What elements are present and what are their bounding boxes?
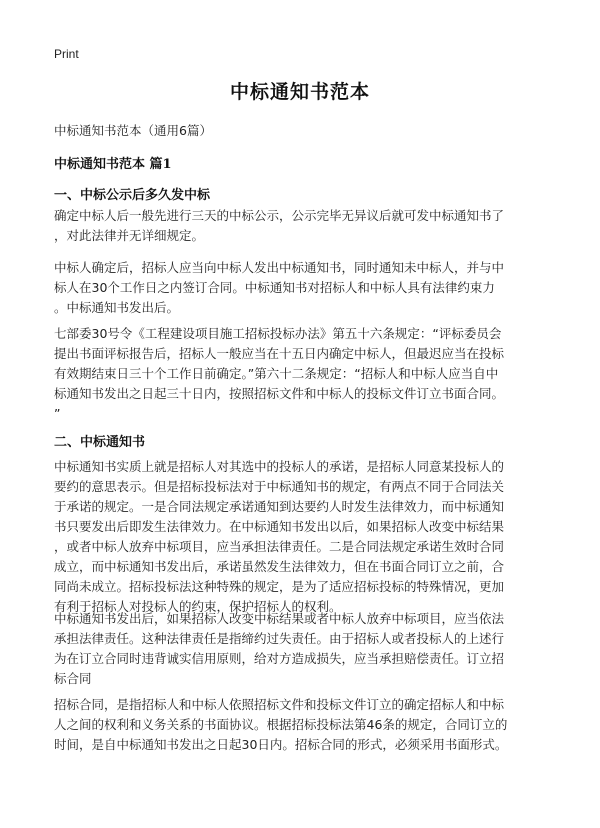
text-line: 七部委30号令《工程建设项目施工招标投标办法》第五十六条规定：“评标委员会: [54, 326, 502, 341]
section2-heading: 二、中标通知书: [54, 435, 146, 450]
text-line: ，或者中标人放弃中标项目，应当承担法律责任。二是合同法规定承诺生效时合同: [54, 539, 505, 554]
text-line: 提出书面评标报告后，招标人一般应当在十五日内确定中标人，但最迟应当在投标: [54, 346, 505, 361]
text-line: 为在订立合同时违背诚实信用原则，给对方造成损失，应当承担赔偿责任。订立招: [54, 651, 505, 666]
text-line: 确定中标人后一般先进行三天的中标公示，公示完毕无异议后就可发中标通知书了: [54, 208, 505, 223]
text-line: 要约的意思表示。但是招标投标法对于中标通知书的规定，有两点不同于合同法关: [54, 479, 505, 494]
text-line: 中标通知书实质上就是招标人对其选中的投标人的承诺，是招标人同意某投标人的: [54, 459, 505, 474]
paragraph: [54, 324, 554, 424]
text-line: 有利于招标人对投标人的约束，保护招标人的权利。: [54, 599, 342, 614]
text-line: 中标通知书发出后，如果招标人改变中标结果或者中标人放弃中标项目，应当依法: [54, 611, 505, 626]
text-line: 。中标通知书发出后。: [54, 300, 180, 315]
text-line: ”: [54, 406, 61, 421]
paragraph: [54, 695, 554, 755]
text-line: 标通知书发出之日起三十日内，按照招标文件和中标人的投标文件订立书面合同。: [54, 386, 505, 401]
text-line: 人之间的权利和义务关系的书面协议。根据招标投标法第46条的规定，合同订立的: [54, 717, 508, 732]
paragraph: [54, 206, 554, 246]
text-line: ，对此法律并无详细规定。: [54, 228, 205, 243]
paragraph: [54, 609, 554, 689]
text-line: 有效期结束日三十个工作日前确定。”第六十二条规定：“招标人和中标人应当自中: [54, 366, 499, 381]
text-line: 中标人确定后，招标人应当向中标人发出中标通知书，同时通知未中标人，并与中: [54, 260, 505, 275]
text-line: 书只要发出后即发生法律效力。在中标通知书发出以后，如果招标人改变中标结果: [54, 519, 505, 534]
part-title: 中标通知书范本 篇1: [54, 157, 172, 172]
text-line: 标人在30个工作日之内签订合同。中标通知书对招标人和中标人具有法律约束力: [54, 280, 495, 295]
section1-heading: 一、中标公示后多久发中标: [54, 188, 211, 203]
page-title: 中标通知书范本: [229, 81, 370, 103]
paragraph: [54, 258, 554, 318]
text-line: 招标合同，是指招标人和中标人依照招标文件和投标文件订立的确定招标人和中标: [54, 697, 505, 712]
document-subtitle: 中标通知书范本（通用6篇）: [54, 123, 212, 138]
text-line: 于承诺的规定。一是合同法规定承诺通知到达要约人时发生法律效力，而中标通知: [54, 499, 505, 514]
text-line: 同尚未成立。招标投标法这种特殊的规定，是为了适应招标投标的特殊情况，更加: [54, 579, 505, 594]
paragraph: [54, 457, 554, 617]
text-line: 承担法律责任。这种法律责任是指缔约过失责任。由于招标人或者投标人的上述行: [54, 631, 505, 646]
text-line: 标合同: [54, 671, 92, 686]
print-link[interactable]: Print: [54, 47, 79, 61]
text-line: 时间，是自中标通知书发出之日起30日内。招标合同的形式，必须采用书面形式。: [54, 737, 508, 752]
text-line: 成立，而中标通知书发出后，承诺虽然发生法律效力，但在书面合同订立之前，合: [54, 559, 505, 574]
